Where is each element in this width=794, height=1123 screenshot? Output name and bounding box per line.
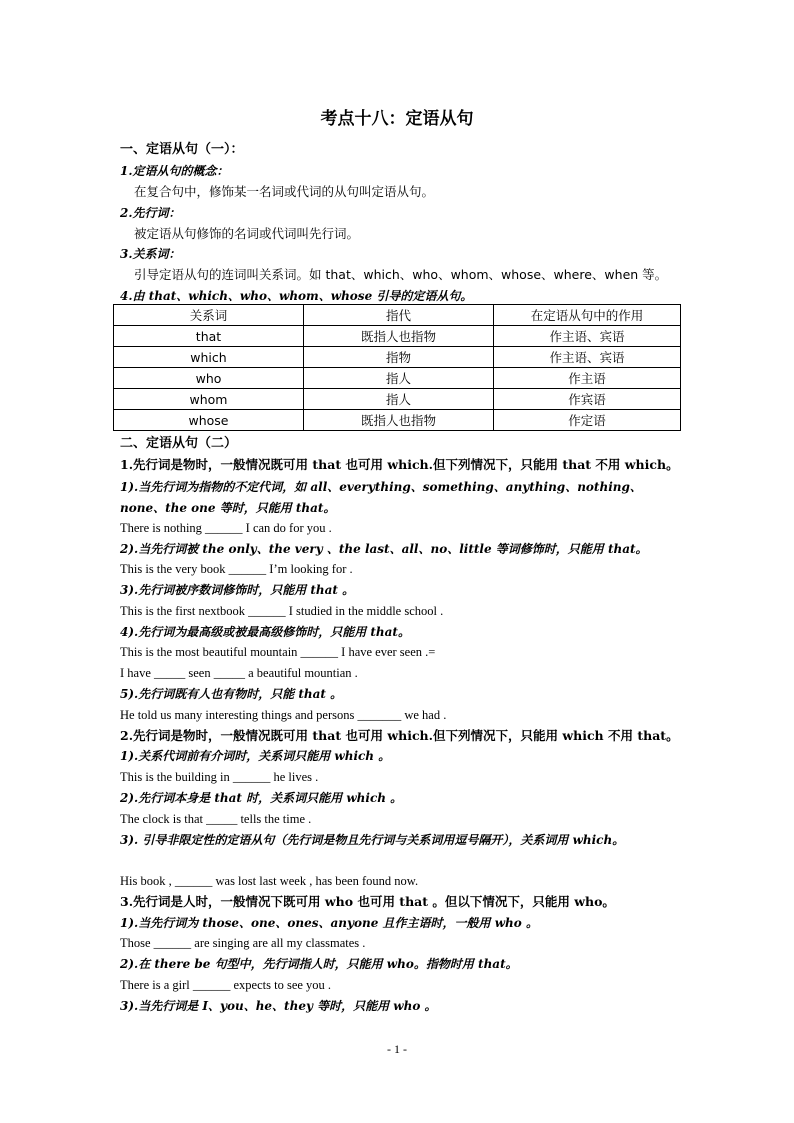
table-cell: 作主语、宾语 (494, 326, 681, 347)
rule-1-heading: 1.先行词是物时，一般情况既可用 that 也可用 which.但下列情况下，只能用 that 不用 which。 (120, 457, 679, 472)
concept-label: 1.定语从句的概念： (120, 164, 229, 178)
table-cell: 指物 (304, 347, 494, 368)
table-cell: whom (114, 389, 304, 410)
page-title: 考点十八：定语从句 (320, 109, 474, 129)
table-header: 指代 (304, 305, 494, 326)
table-row (114, 389, 681, 410)
example-9: Those ______ are singing are all my classmates . (120, 936, 366, 950)
relative-pronoun-table (113, 304, 681, 431)
table-cell: which (114, 347, 304, 368)
relative-word-label: 3.关系词： (120, 247, 181, 261)
rule-2-3: 3). 引导非限定性的定语从句（先行词是物且先行词与关系词用逗号隔开），关系词用 which。 (120, 833, 625, 847)
example-8: His book , ______ was lost last week , has been found now. (120, 874, 419, 888)
rule-1-2: 2).当先行词被 the only、the very 、the last、all、no、little 等词修饰时，只能用 that。 (120, 542, 648, 556)
table-header-row (114, 305, 681, 326)
table-cell: 指人 (304, 368, 494, 389)
rule-3-2: 2).在 there be 句型中，先行词指人时，只能用 who。指物时用 that。 (120, 957, 518, 971)
rule-1-5: 5).先行词既有人也有物时，只能 that 。 (120, 687, 343, 701)
relative-word-text: 引导定语从句的连词叫关系词。如 that、which、who、whom、whose、where、when 等。 (134, 267, 668, 282)
concept-text: 在复合句中，修饰某一名词或代词的从句叫定语从句。 (134, 184, 435, 199)
table-cell: 既指人也指物 (304, 410, 494, 431)
rule-3-3: 3).当先行词是 I、you、he、they 等时，只能用 who 。 (120, 999, 437, 1013)
rule-3-heading: 3.先行词是人时，一般情况下既可用 who 也可用 that 。但以下情况下，只能用 who。 (120, 894, 615, 909)
table-cell: 作宾语 (494, 389, 681, 410)
section1-heading: 一、定语从句（一）： (120, 142, 244, 157)
example-3: This is the first nextbook ______ I studied in the middle school . (120, 604, 444, 618)
rule-2-1: 1).关系代词前有介词时，关系词只能用 which 。 (120, 749, 391, 763)
rule-2-2: 2).先行词本身是 that 时，关系词只能用 which 。 (120, 791, 403, 805)
table-cell: 作主语 (494, 368, 681, 389)
table-row (114, 326, 681, 347)
example-4a: This is the most beautiful mountain ______ I have ever seen .= (120, 645, 436, 659)
page-number: - 1 - (387, 1042, 407, 1056)
rule-1-1: 1).当先行词为指物的不定代词，如 all、everything、something、anything、nothing、none、the one 等时，只能用 that。 (120, 480, 642, 515)
table-cell: whose (114, 410, 304, 431)
example-2: This is the very book ______ I’m looking for . (120, 562, 353, 576)
table-row (114, 410, 681, 431)
example-4b: I have _____ seen _____ a beautiful mountian . (120, 666, 358, 680)
example-5: He told us many interesting things and persons _______ we had . (120, 708, 447, 722)
example-6: This is the building in ______ he lives . (120, 770, 319, 784)
example-1: There is nothing ______ I can do for you . (120, 521, 332, 535)
example-7: The clock is that _____ tells the time . (120, 812, 312, 826)
table-cell: who (114, 368, 304, 389)
antecedent-label: 2.先行词： (120, 206, 181, 220)
table-cell: 作主语、宾语 (494, 347, 681, 368)
rule-2-heading: 2.先行词是物时，一般情况既可用 that 也可用 which.但下列情况下，只能用 which 不用 that。 (120, 728, 679, 743)
rule-1-4: 4).先行词为最高级或被最高级修饰时，只能用 that。 (120, 625, 410, 639)
table-intro-label: 4.由 that、which、who、whom、whose 引导的定语从句。 (120, 289, 473, 303)
table-header: 在定语从句中的作用 (494, 305, 681, 326)
table-cell: 作定语 (494, 410, 681, 431)
example-10: There is a girl ______ expects to see you . (120, 978, 332, 992)
rule-1-3: 3).先行词被序数词修饰时，只能用 that 。 (120, 583, 355, 597)
antecedent-text: 被定语从句修饰的名词或代词叫先行词。 (134, 226, 360, 241)
rule-3-1: 1).当先行词为 those、one、ones、anyone 且作主语时，一般用 who 。 (120, 916, 538, 930)
table-cell: 指人 (304, 389, 494, 410)
table-cell: that (114, 326, 304, 347)
table-row (114, 347, 681, 368)
section2-heading: 二、定语从句（二） (120, 436, 238, 451)
table-cell: 既指人也指物 (304, 326, 494, 347)
table-header: 关系词 (114, 305, 304, 326)
table-row (114, 368, 681, 389)
